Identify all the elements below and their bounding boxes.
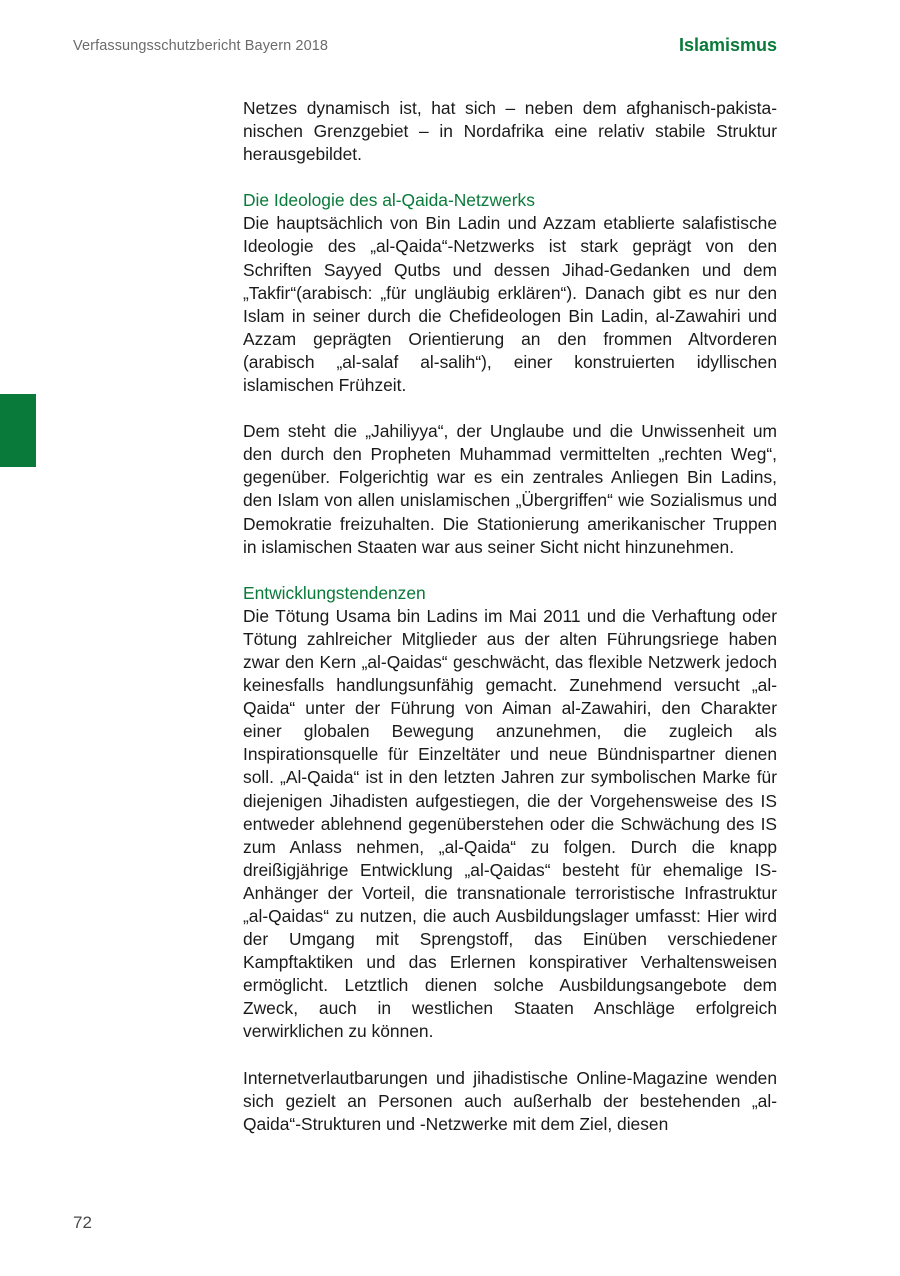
paragraph: Die Tötung Usama bin Ladins im Mai 2011 und die Verhaftung oder Tötung zahlreicher Mitglieder aus der alten Führungsriege haben zwar den Kern „al-Qaidas“ geschwächt, das flexible Netzwerk jedoch keinesfalls handlungsunfähig gemacht. Zunehmend versucht „al-Qaida“ unter der Führung von Aiman al-Zawahiri, den Charakter einer globalen Bewegung anzunehmen, die zugleich als Inspirationsquelle für Einzeltäter und neue Bündnispartner dienen soll. „Al-Qaida“ ist in den letzten Jahren zur symbolischen Marke für diejenigen Jihadisten aufgestiegen, die der Vorgehensweise des IS entweder ablehnend gegenüberstehen oder die Schwächung des IS zum Anlass nehmen, „al-Qaida“ zu folgen. Durch die knapp dreißigjährige Entwicklung „al-Qaidas“ besteht für ehemalige IS-Anhänger der Vorteil, die transnationale terroristische Infrastruktur „al-Qaidas“ zu nutzen, die auch Ausbildungslager umfasst: Hier wird der Umgang mit Sprengstoff, das Einüben verschiedener Kampftaktiken und das Erlernen konspirativer Verhaltensweisen ermöglicht. Letztlich dienen solche Ausbildungsangebote dem Zweck, auch in westlichen Staaten Anschläge erfolgreich verwirklichen zu können.	[243, 605, 777, 1042]
subheading-trends: Entwicklungstendenzen	[243, 582, 426, 603]
paragraph: Internetverlautbarungen und jihadistische Online-Magazine wenden sich gezielt an Personen auch außerhalb der bestehenden „al-Qaida“-Strukturen und -Netzwerke mit dem Ziel, diesen	[243, 1067, 777, 1134]
paragraph: Dem steht die „Jahiliyya“, der Unglaube und die Unwissenheit um den durch den Propheten Muhammad vermittelten „rechten Weg“, gegenüber. Folgerichtig war es ein zentrales Anliegen Bin Ladins, den Islam von allen unislamischen „Übergriffen“ wie Sozialismus und Demokratie freizuhalten. Die Stationierung amerikanischer Truppen in islamischen Staaten war aus seiner Sicht nicht hinzunehmen.	[243, 421, 777, 557]
section-title: Islamismus	[678, 35, 777, 55]
paragraph-spacer	[243, 166, 777, 189]
subheading-ideology: Die Ideologie des al-Qaida-Netzwerks	[243, 190, 535, 211]
body-text-column	[243, 97, 777, 1136]
paragraph-spacer	[243, 397, 777, 420]
paragraph-spacer	[243, 559, 777, 582]
paragraph: Die hauptsächlich von Bin Ladin und Azzam etablierte salafistische Ideologie des „al-Qaida“-Netzwerks ist stark geprägt von den Schriften Sayyed Qutbs und dessen Jihad-Gedanken und dem „Takfir“(arabisch: „für ungläubig erklären“). Danach gibt es nur den Islam in seiner durch die Chefideologen Bin Ladin, al-Zawahiri und Azzam geprägten Orientierung an den frommen Altvorderen (arabisch „al-salaf al-salih“), einer konstruierten idyllischen islamischen Frühzeit.	[243, 213, 777, 396]
page-number: 72	[73, 1213, 92, 1232]
running-header-title: Verfassungsschutzbericht Bayern 2018	[73, 38, 329, 54]
paragraph: Netzes dynamisch ist, hat sich – neben dem afghanisch-pakistanischen Grenzgebiet – in Nordafrika eine relativ stabile Struktur herausgebildet.	[243, 98, 777, 165]
chapter-tab-marker	[0, 394, 36, 467]
paragraph-spacer	[243, 1044, 777, 1067]
